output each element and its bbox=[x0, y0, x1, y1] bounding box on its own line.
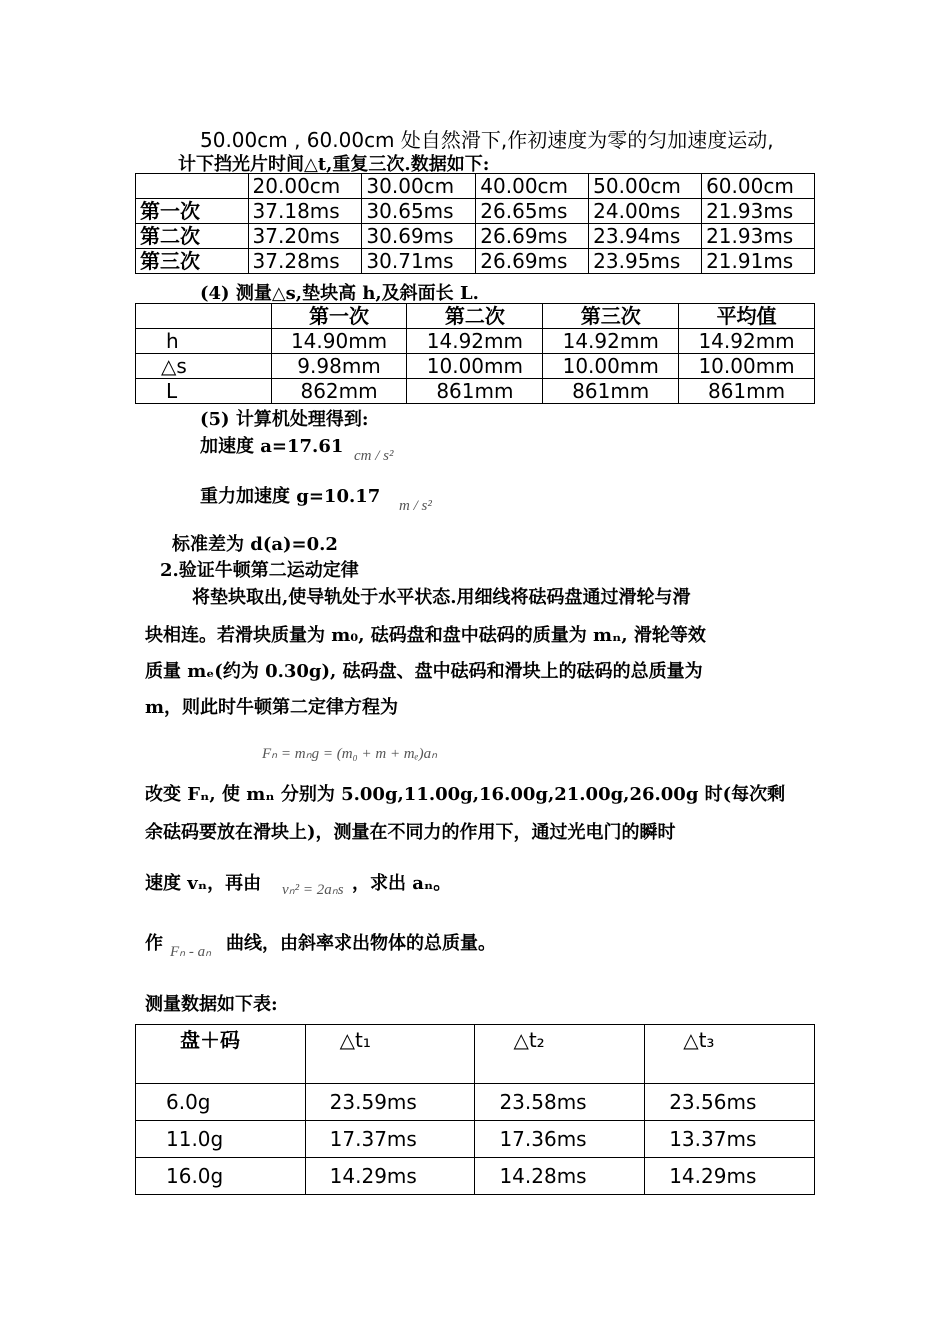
table-cell: 60.00cm bbox=[702, 174, 815, 199]
acceleration-result: 加速度 a=17.61 bbox=[200, 436, 344, 457]
newton-equation: Fₙ = mₙg = (m₀ + m + mₑ)aₙ bbox=[262, 746, 438, 762]
table-cell: 10.00mm bbox=[407, 354, 543, 379]
std-deviation: 标准差为 d(a)=0.2 bbox=[172, 534, 338, 555]
table-row bbox=[136, 224, 815, 249]
table-cell bbox=[136, 304, 272, 329]
gravity-result: 重力加速度 g=10.17 bbox=[200, 486, 381, 507]
table-cell: 40.00cm bbox=[476, 174, 589, 199]
paragraph-line: 余砝码要放在滑块上)，测量在不同力的作用下，通过光电门的瞬时 bbox=[145, 822, 676, 843]
table-cell: 23.95ms bbox=[589, 249, 702, 274]
intro-line-1: 50.00cm , 60.00cm 处自然滑下,作初速度为零的匀加速度运动, bbox=[200, 128, 774, 152]
table-cell: 6.0g bbox=[136, 1084, 306, 1121]
step-5-heading: (5) 计算机处理得到: bbox=[200, 409, 369, 430]
paragraph-line: m，则此时牛顿第二定律方程为 bbox=[145, 697, 399, 718]
mass-timing-table bbox=[135, 1024, 815, 1195]
table-cell: 14.92mm bbox=[679, 329, 815, 354]
table-row bbox=[136, 379, 815, 404]
table-cell: △s bbox=[136, 354, 272, 379]
table-cell: 16.0g bbox=[136, 1158, 306, 1195]
table-row bbox=[136, 329, 815, 354]
table-cell: 30.69ms bbox=[362, 224, 476, 249]
table-cell: 861mm bbox=[407, 379, 543, 404]
table-cell: 862mm bbox=[271, 379, 407, 404]
table-cell: 37.28ms bbox=[248, 249, 362, 274]
paragraph-line: 块相连。若滑块质量为 m₀, 砝码盘和盘中砝码的质量为 mₙ, 滑轮等效 bbox=[145, 625, 706, 646]
table-cell: 第三次 bbox=[136, 249, 249, 274]
table-cell: 21.91ms bbox=[702, 249, 815, 274]
paragraph-line: 将垫块取出,使导轨处于水平状态.用细线将砝码盘通过滑轮与滑 bbox=[192, 587, 691, 608]
intro-line-2: 计下挡光片时间△t,重复三次.数据如下: bbox=[178, 154, 490, 175]
table-cell bbox=[136, 174, 249, 199]
table-row bbox=[136, 1158, 815, 1195]
table-cell: 26.69ms bbox=[476, 249, 589, 274]
table-cell: 14.92mm bbox=[543, 329, 679, 354]
table-cell: 23.58ms bbox=[475, 1084, 645, 1121]
table-cell: 37.20ms bbox=[248, 224, 362, 249]
measurement-table bbox=[135, 303, 815, 404]
table-cell: 21.93ms bbox=[702, 199, 815, 224]
table-cell: △t₁ bbox=[305, 1025, 475, 1084]
acceleration-unit: cm / s² bbox=[354, 448, 394, 464]
table-cell: 17.37ms bbox=[305, 1121, 475, 1158]
table-cell: 37.18ms bbox=[248, 199, 362, 224]
table-cell: 30.65ms bbox=[362, 199, 476, 224]
table-row bbox=[136, 1121, 815, 1158]
paragraph-line: 测量数据如下表: bbox=[145, 994, 278, 1015]
section-2-title: 2.验证牛顿第二运动定律 bbox=[160, 560, 359, 581]
table-cell: 23.56ms bbox=[645, 1084, 815, 1121]
table-cell: 第一次 bbox=[136, 199, 249, 224]
table-row bbox=[136, 174, 815, 199]
paragraph-line: 速度 vₙ，再由 bbox=[145, 873, 262, 894]
velocity-equation: vₙ² = 2aₙs bbox=[282, 882, 344, 898]
table-cell: 26.65ms bbox=[476, 199, 589, 224]
table-row bbox=[136, 354, 815, 379]
table-cell: 23.94ms bbox=[589, 224, 702, 249]
table-cell: 10.00mm bbox=[679, 354, 815, 379]
gravity-unit: m / s² bbox=[399, 498, 432, 514]
table-cell: 10.00mm bbox=[543, 354, 679, 379]
table-row bbox=[136, 1084, 815, 1121]
table-cell: 30.71ms bbox=[362, 249, 476, 274]
curve-label: Fₙ - aₙ bbox=[170, 944, 212, 960]
table-cell: 13.37ms bbox=[645, 1121, 815, 1158]
table-cell: 17.36ms bbox=[475, 1121, 645, 1158]
table-cell: 14.90mm bbox=[271, 329, 407, 354]
paragraph-line: 作 bbox=[145, 933, 163, 954]
table-cell: △t₂ bbox=[475, 1025, 645, 1084]
table-cell: 23.59ms bbox=[305, 1084, 475, 1121]
table-cell: 平均值 bbox=[679, 304, 815, 329]
table-cell: 24.00ms bbox=[589, 199, 702, 224]
table-cell: 11.0g bbox=[136, 1121, 306, 1158]
table-cell: h bbox=[136, 329, 272, 354]
table-cell: 第三次 bbox=[543, 304, 679, 329]
table-row bbox=[136, 304, 815, 329]
table-cell: 14.28ms bbox=[475, 1158, 645, 1195]
table-row bbox=[136, 249, 815, 274]
table-cell: 26.69ms bbox=[476, 224, 589, 249]
table-cell: 861mm bbox=[679, 379, 815, 404]
step-4-heading: (4) 测量△s,垫块高 h,及斜面长 L. bbox=[200, 283, 479, 304]
table-row bbox=[136, 1025, 815, 1084]
table-cell: 第二次 bbox=[136, 224, 249, 249]
table-cell: △t₃ bbox=[645, 1025, 815, 1084]
table-cell: L bbox=[136, 379, 272, 404]
table-cell: 14.29ms bbox=[305, 1158, 475, 1195]
table-cell: 9.98mm bbox=[271, 354, 407, 379]
paragraph-line: 质量 mₑ(约为 0.30g), 砝码盘、盘中砝码和滑块上的砝码的总质量为 bbox=[145, 661, 703, 682]
table-cell: 盘＋码 bbox=[136, 1025, 306, 1084]
paragraph-line: 改变 Fₙ, 使 mₙ 分别为 5.00g,11.00g,16.00g,21.00g,26.00g 时(每次剩 bbox=[145, 784, 786, 805]
paragraph-line: 曲线，由斜率求出物体的总质量。 bbox=[226, 933, 496, 954]
table-cell: 30.00cm bbox=[362, 174, 476, 199]
paragraph-line: ，求出 aₙ。 bbox=[352, 873, 452, 894]
table-row bbox=[136, 199, 815, 224]
table-cell: 20.00cm bbox=[248, 174, 362, 199]
table-cell: 50.00cm bbox=[589, 174, 702, 199]
table-cell: 14.29ms bbox=[645, 1158, 815, 1195]
table-cell: 第二次 bbox=[407, 304, 543, 329]
table-cell: 21.93ms bbox=[702, 224, 815, 249]
table-cell: 14.92mm bbox=[407, 329, 543, 354]
table-cell: 861mm bbox=[543, 379, 679, 404]
table-cell: 第一次 bbox=[271, 304, 407, 329]
timing-table bbox=[135, 173, 815, 274]
